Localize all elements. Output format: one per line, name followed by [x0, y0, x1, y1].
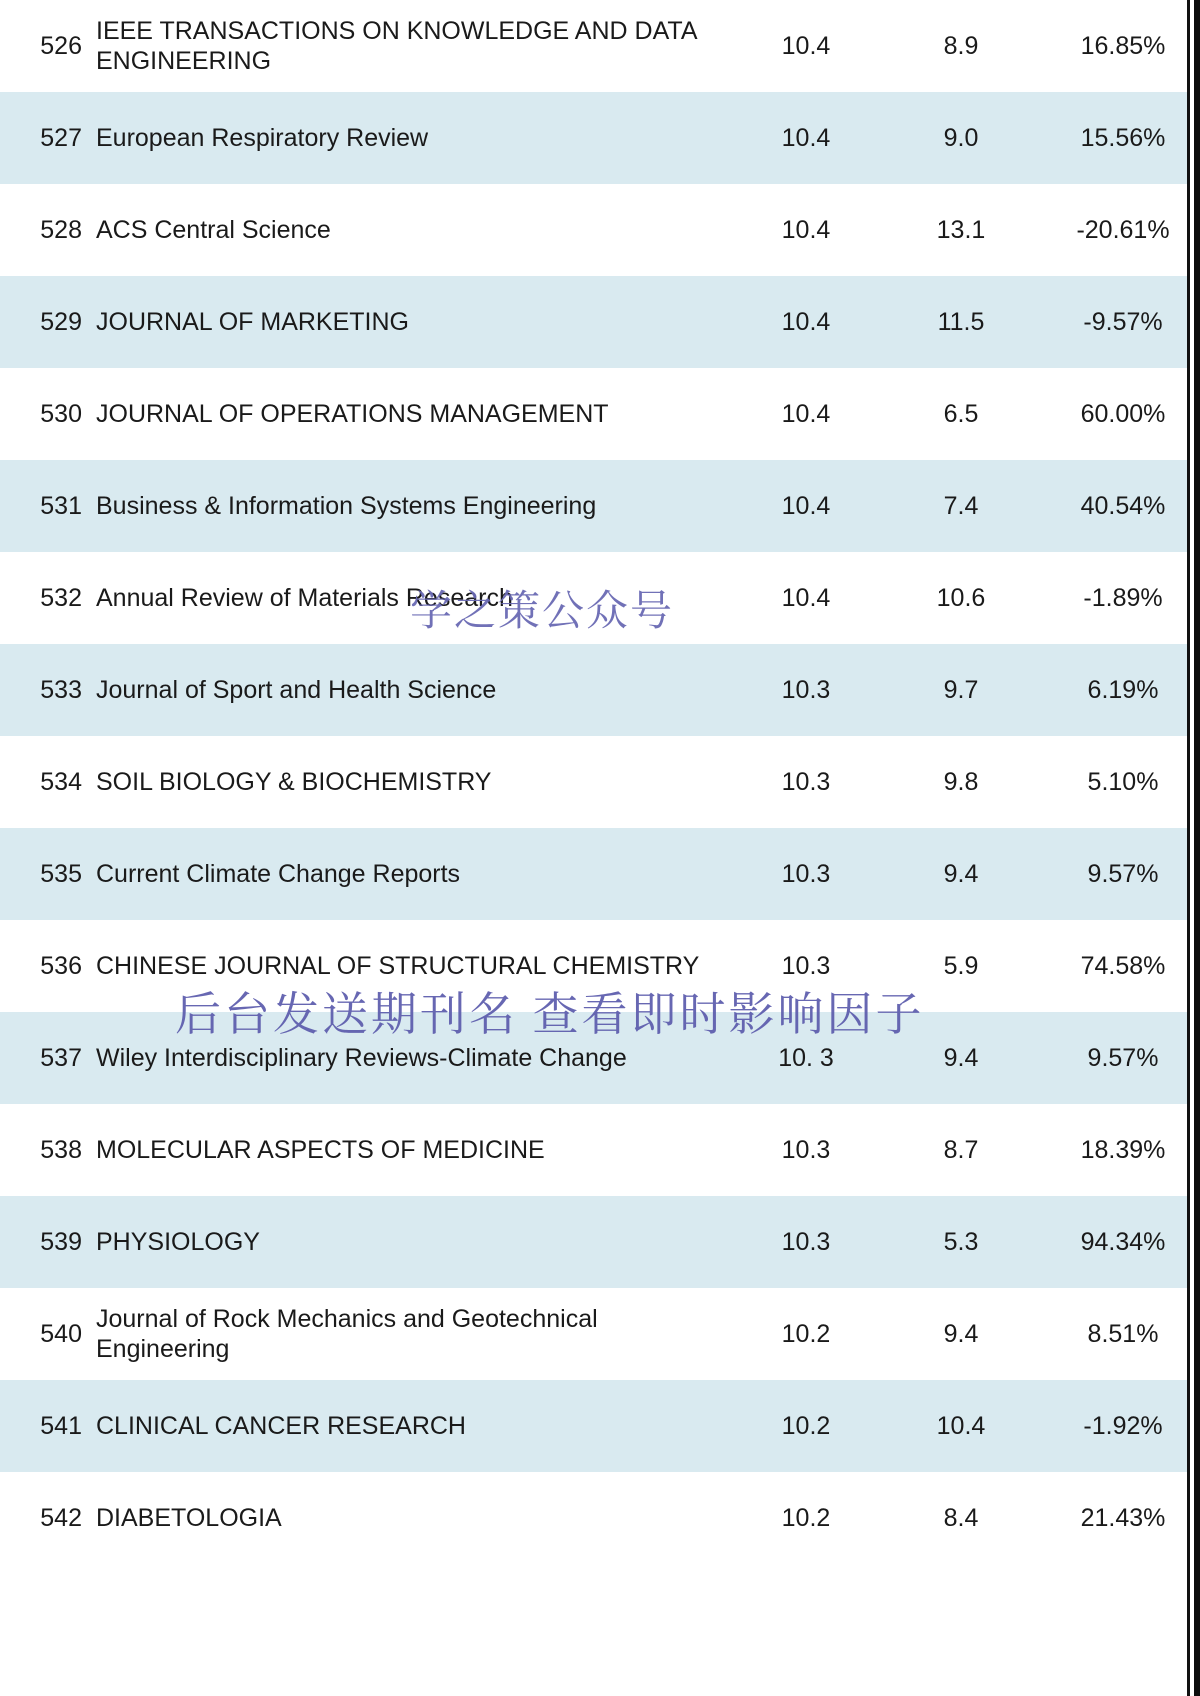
row-previous-impact-factor: 10.4	[886, 1380, 1036, 1472]
row-rank: 527	[0, 92, 96, 184]
row-change-percent: -9.57%	[1036, 276, 1200, 368]
row-journal-name: SOIL BIOLOGY & BIOCHEMISTRY	[96, 736, 726, 828]
row-journal-name: MOLECULAR ASPECTS OF MEDICINE	[96, 1104, 726, 1196]
table-row	[0, 1380, 1200, 1472]
table-row	[0, 1288, 1200, 1380]
row-change-percent: -1.92%	[1036, 1380, 1200, 1472]
row-rank: 531	[0, 460, 96, 552]
row-impact-factor: 10.2	[726, 1380, 886, 1472]
row-rank: 540	[0, 1288, 96, 1380]
table-row	[0, 460, 1200, 552]
row-impact-factor: 10.3	[726, 920, 886, 1012]
row-impact-factor: 10.4	[726, 0, 886, 92]
row-previous-impact-factor: 5.9	[886, 920, 1036, 1012]
row-impact-factor: 10.3	[726, 828, 886, 920]
row-previous-impact-factor: 7.4	[886, 460, 1036, 552]
row-journal-name: ACS Central Science	[96, 184, 726, 276]
table-row	[0, 0, 1200, 92]
row-change-percent: 74.58%	[1036, 920, 1200, 1012]
row-impact-factor: 10.4	[726, 552, 886, 644]
row-impact-factor: 10.2	[726, 1288, 886, 1380]
table-row	[0, 828, 1200, 920]
row-impact-factor: 10.4	[726, 276, 886, 368]
table-row	[0, 368, 1200, 460]
table-row	[0, 552, 1200, 644]
row-change-percent: 16.85%	[1036, 0, 1200, 92]
table-row	[0, 736, 1200, 828]
row-change-percent: 6.19%	[1036, 644, 1200, 736]
row-rank: 542	[0, 1472, 96, 1564]
row-rank: 539	[0, 1196, 96, 1288]
row-journal-name: Journal of Sport and Health Science	[96, 644, 726, 736]
row-journal-name: Current Climate Change Reports	[96, 828, 726, 920]
row-impact-factor: 10.3	[726, 644, 886, 736]
row-change-percent: 5.10%	[1036, 736, 1200, 828]
row-previous-impact-factor: 8.7	[886, 1104, 1036, 1196]
row-previous-impact-factor: 9.8	[886, 736, 1036, 828]
row-rank: 529	[0, 276, 96, 368]
table-row	[0, 1104, 1200, 1196]
page-edge-gap	[1190, 0, 1194, 1696]
row-rank: 533	[0, 644, 96, 736]
row-previous-impact-factor: 11.5	[886, 276, 1036, 368]
row-journal-name: Journal of Rock Mechanics and Geotechnical Engineering	[96, 1288, 726, 1380]
row-previous-impact-factor: 9.7	[886, 644, 1036, 736]
watermark-account-name: 学之策公众号	[410, 589, 675, 635]
row-previous-impact-factor: 8.4	[886, 1472, 1036, 1564]
row-change-percent: -20.61%	[1036, 184, 1200, 276]
row-rank: 528	[0, 184, 96, 276]
row-rank: 536	[0, 920, 96, 1012]
row-impact-factor: 10.3	[726, 1104, 886, 1196]
row-journal-name: DIABETOLOGIA	[96, 1472, 726, 1564]
table-row	[0, 92, 1200, 184]
row-journal-name: CLINICAL CANCER RESEARCH	[96, 1380, 726, 1472]
row-previous-impact-factor: 8.9	[886, 0, 1036, 92]
table-row	[0, 1472, 1200, 1564]
watermark-promo-text: 后台发送期刊名 查看即时影响因子	[175, 989, 925, 1040]
row-change-percent: 9.57%	[1036, 828, 1200, 920]
row-impact-factor: 10.4	[726, 368, 886, 460]
row-rank: 526	[0, 0, 96, 92]
row-change-percent: 8.51%	[1036, 1288, 1200, 1380]
row-change-percent: -1.89%	[1036, 552, 1200, 644]
row-previous-impact-factor: 9.0	[886, 92, 1036, 184]
row-rank: 530	[0, 368, 96, 460]
row-journal-name: JOURNAL OF MARKETING	[96, 276, 726, 368]
table-row	[0, 920, 1200, 1012]
row-journal-name: IEEE TRANSACTIONS ON KNOWLEDGE AND DATA ENGINEERING	[96, 0, 726, 92]
row-rank: 541	[0, 1380, 96, 1472]
row-rank: 538	[0, 1104, 96, 1196]
row-rank: 537	[0, 1012, 96, 1104]
row-previous-impact-factor: 13.1	[886, 184, 1036, 276]
row-previous-impact-factor: 10.6	[886, 552, 1036, 644]
row-rank: 535	[0, 828, 96, 920]
row-previous-impact-factor: 6.5	[886, 368, 1036, 460]
row-rank: 532	[0, 552, 96, 644]
table-row	[0, 1196, 1200, 1288]
row-journal-name: CHINESE JOURNAL OF STRUCTURAL CHEMISTRY	[96, 920, 726, 1012]
row-change-percent: 40.54%	[1036, 460, 1200, 552]
row-impact-factor: 10.2	[726, 1472, 886, 1564]
row-journal-name: JOURNAL OF OPERATIONS MANAGEMENT	[96, 368, 726, 460]
row-impact-factor: 10. 3	[726, 1012, 886, 1104]
table-row	[0, 644, 1200, 736]
row-journal-name: Annual Review of Materials Research	[96, 552, 726, 644]
row-impact-factor: 10.4	[726, 92, 886, 184]
row-journal-name: European Respiratory Review	[96, 92, 726, 184]
row-previous-impact-factor: 9.4	[886, 828, 1036, 920]
row-change-percent: 21.43%	[1036, 1472, 1200, 1564]
row-journal-name: Wiley Interdisciplinary Reviews-Climate Change	[96, 1012, 726, 1104]
table-row	[0, 1012, 1200, 1104]
row-change-percent: 18.39%	[1036, 1104, 1200, 1196]
row-previous-impact-factor: 9.4	[886, 1288, 1036, 1380]
row-change-percent: 60.00%	[1036, 368, 1200, 460]
row-previous-impact-factor: 9.4	[886, 1012, 1036, 1104]
row-impact-factor: 10.4	[726, 460, 886, 552]
row-previous-impact-factor: 5.3	[886, 1196, 1036, 1288]
row-change-percent: 94.34%	[1036, 1196, 1200, 1288]
row-impact-factor: 10.3	[726, 736, 886, 828]
row-impact-factor: 10.3	[726, 1196, 886, 1288]
row-impact-factor: 10.4	[726, 184, 886, 276]
row-change-percent: 15.56%	[1036, 92, 1200, 184]
table-row	[0, 184, 1200, 276]
page-edge-strip-outer	[1187, 0, 1190, 1696]
table-row	[0, 276, 1200, 368]
page-edge-strip	[1194, 0, 1200, 1696]
row-journal-name: Business & Information Systems Engineering	[96, 460, 726, 552]
row-journal-name: PHYSIOLOGY	[96, 1196, 726, 1288]
row-rank: 534	[0, 736, 96, 828]
row-change-percent: 9.57%	[1036, 1012, 1200, 1104]
